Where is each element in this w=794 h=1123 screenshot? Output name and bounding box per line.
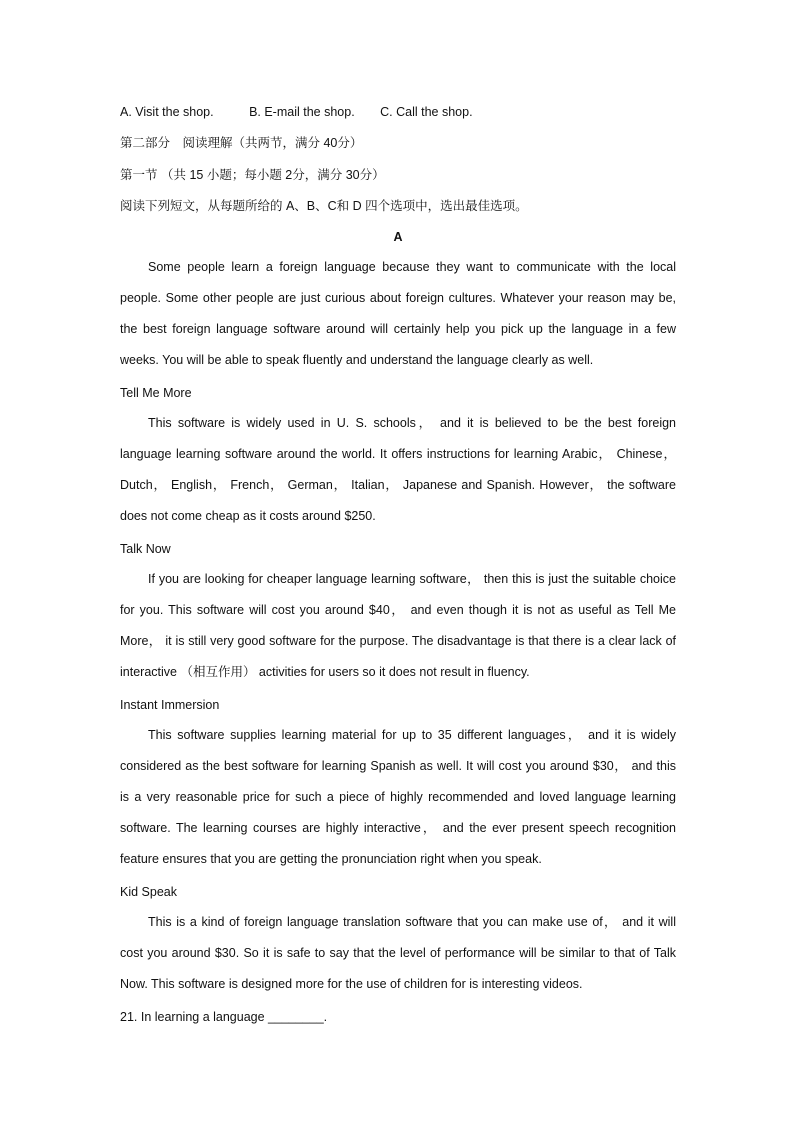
option-b: B. E-mail the shop. — [249, 105, 355, 119]
section-title: 第二部分 阅读理解（共两节，满分 40分） — [120, 136, 363, 150]
product-heading-instant-immersion: Instant Immersion — [120, 698, 220, 712]
product-paragraph-talk-now: If you are looking for cheaper language learning software， then this is just the suitable choice for you. This software will cost you around $40， and even though it is not as useful as Tell Me More， it is still very good software for the purpose. The disadvantage is that there is a clear lack of interactive （相互作用） activities for users so it does not result in fluency. — [120, 572, 676, 680]
product-heading-tell-me-more: Tell Me More — [120, 386, 192, 400]
passage-label: A — [393, 230, 403, 244]
subsection-title: 第一节 （共 15 小题；每小题 2分，满分 30分） — [120, 168, 385, 182]
question-21: 21. In learning a language ________. — [120, 1010, 328, 1024]
product-paragraph-instant-immersion: This software supplies learning material for up to 35 different languages， and it is widely considered as the best software for learning Spanish as well. It will cost you around $30， and this is a very reasonable price for such a piece of highly recommended and loved language learning software. The learning courses are highly interactive， and the ever present speech recognition feature ensures that you are getting the pronunciation right when you speak. — [120, 728, 676, 867]
product-heading-kid-speak: Kid Speak — [120, 885, 177, 899]
intro-paragraph: Some people learn a foreign language because they want to communicate with the local people. Some other people are just curious about foreign cultures. Whatever your reason may be, the best foreign language software around will certainly help you pick up the language in a few weeks. You will be able to speak fluently and understand the language clearly as well. — [120, 260, 676, 368]
option-c: C. Call the shop. — [380, 105, 473, 119]
product-paragraph-kid-speak: This is a kind of foreign language translation software that you can make use of， and it will cost you around $30. So it is safe to say that the level of performance will be similar to that of Talk Now. This software is designed more for the use of children for is interesting videos. — [120, 915, 676, 992]
product-heading-talk-now: Talk Now — [120, 542, 171, 556]
option-a: A. Visit the shop. — [120, 105, 214, 119]
instructions: 阅读下列短文，从每题所给的 A、B、C和 D 四个选项中，选出最佳选项。 — [120, 199, 528, 213]
previous-question-options — [120, 104, 473, 120]
product-paragraph-tell-me-more: This software is widely used in U. S. schools， and it is believed to be the best foreign language learning software around the world. It offers instructions for learning Arabic， Chinese， Dutch， English， French， German， Italian， Japanese and Spanish. However， the software does not come cheap as it costs around $250. — [120, 416, 676, 524]
